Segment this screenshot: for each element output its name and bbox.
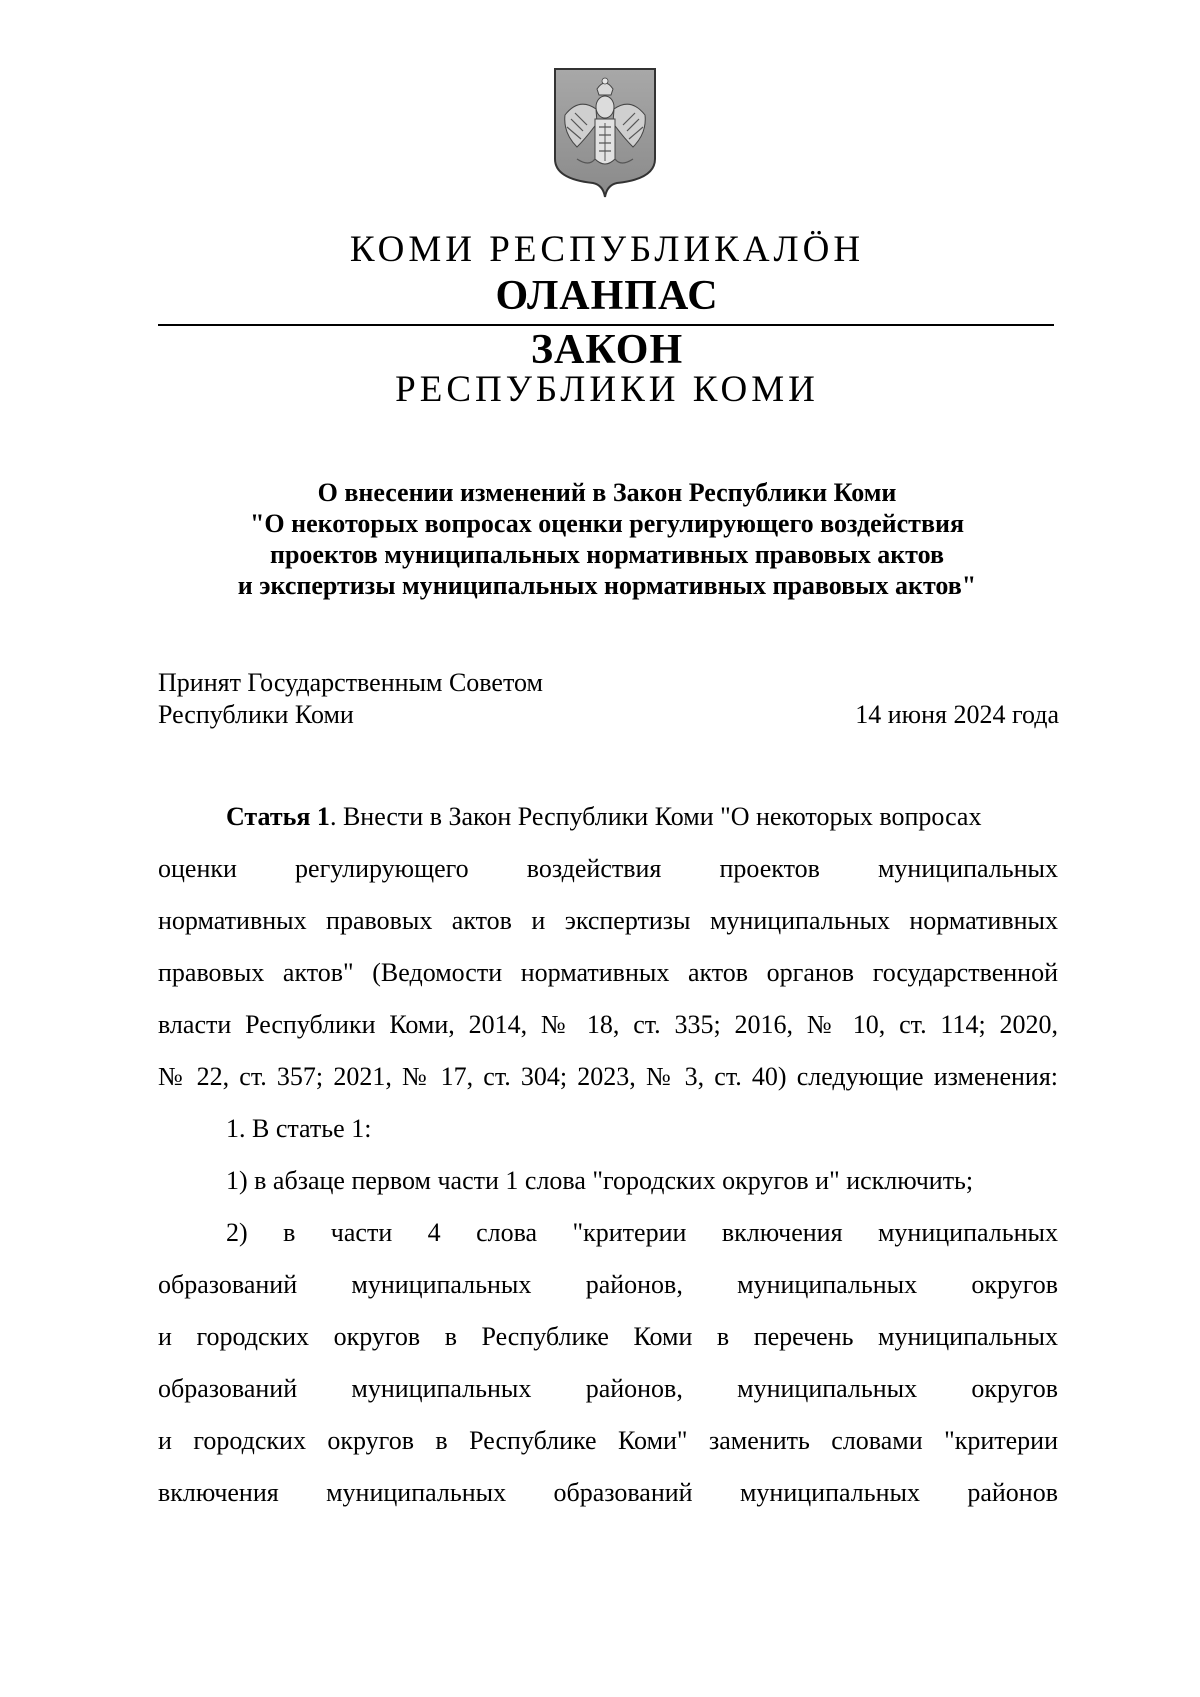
article-label: Статья 1 — [226, 802, 330, 831]
body-line: власти Республики Коми, 2014, № 18, ст. 335; 2016, № 10, ст. 114; 2020, — [158, 1010, 1058, 1039]
body-line: включения муниципальных образований муниципальных районов — [158, 1478, 1058, 1507]
article-intro-text: . Внести в Закон Республики Коми "О некоторых вопросах — [329, 802, 982, 831]
body-line: нормативных правовых актов и экспертизы муниципальных нормативных — [158, 906, 1058, 935]
header-komi-republic: КОМИ РЕСПУБЛИКАЛÖН — [349, 229, 865, 270]
body-line: оценки регулирующего воздействия проектов муниципальных — [158, 854, 1058, 883]
body-line: и городских округов в Республике Коми в перечень муниципальных — [158, 1322, 1058, 1351]
law-title — [155, 477, 1059, 601]
body-line: № 22, ст. 357; 2021, № 17, ст. 304; 2023, № 3, ст. 40) следующие изменения: — [158, 1062, 1058, 1091]
adoption-line: Принят Государственным Советом — [158, 668, 543, 697]
header-olanpas: ОЛАНПАС — [495, 273, 719, 319]
article-intro-line — [158, 801, 1058, 853]
adoption-date: 14 июня 2024 года — [855, 700, 1059, 729]
body-line: и городских округов в Республике Коми" заменить словами "критерии — [158, 1426, 1058, 1455]
adoption-line: Республики Коми — [158, 700, 354, 729]
adoption-note — [158, 667, 543, 731]
header-law: ЗАКОН — [530, 327, 684, 373]
body-line: 1) в абзаце первом части 1 слова "городских округов и" исключить; — [226, 1166, 974, 1195]
body-line: 2) в части 4 слова "критерии включения муниципальных — [226, 1218, 1058, 1247]
law-title-line: проектов муниципальных нормативных правовых актов — [269, 540, 945, 569]
body-line: правовых актов" (Ведомости нормативных актов органов государственной — [158, 958, 1058, 987]
law-title-line: "О некоторых вопросах оценки регулирующего воздействия — [249, 509, 965, 538]
coat-of-arms-emblem — [553, 67, 657, 199]
law-body — [158, 801, 1058, 1529]
body-line: образований муниципальных районов, муниципальных округов — [158, 1374, 1058, 1403]
body-line: 1. В статье 1: — [226, 1114, 372, 1143]
law-title-line: О внесении изменений в Закон Республики Коми — [317, 478, 897, 507]
law-title-line: и экспертизы муниципальных нормативных правовых актов" — [237, 571, 977, 600]
header-republic-komi: РЕСПУБЛИКИ КОМИ — [395, 369, 819, 410]
body-line: образований муниципальных районов, муниципальных округов — [158, 1270, 1058, 1299]
